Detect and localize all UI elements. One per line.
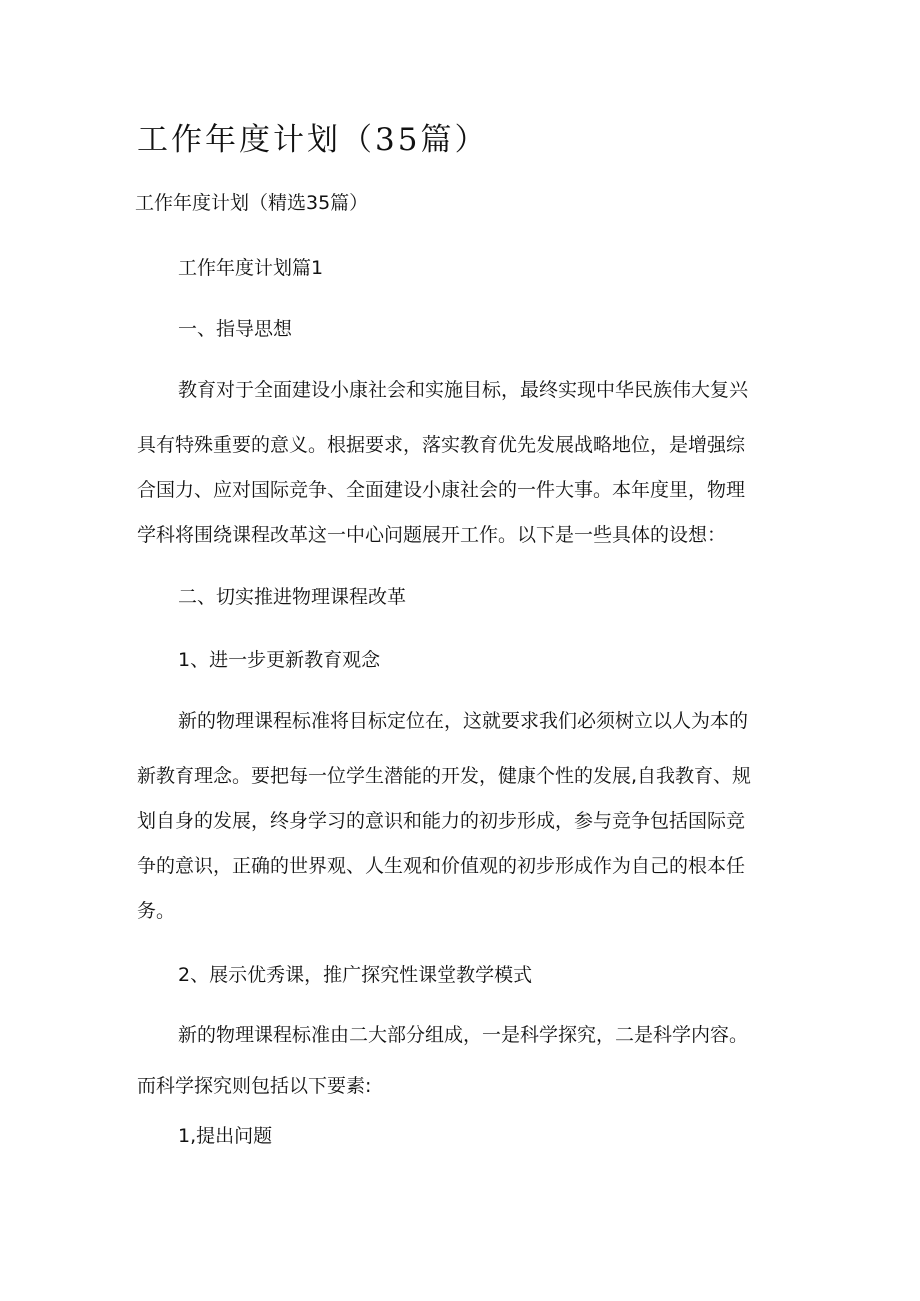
paragraph-line: 划自身的发展，终身学习的意识和能力的初步形成，参与竞争包括国际竞	[137, 810, 746, 832]
paragraph-line: 新的物理课程标准将目标定位在，这就要求我们必须树立以人为本的	[178, 710, 749, 732]
paragraph-line: 新教育理念。要把每一位学生潜能的开发，健康个性的发展,自我教育、规	[137, 765, 752, 787]
paragraph-line: 具有特殊重要的意义。根据要求，落实教育优先发展战略地位，是增强综	[137, 434, 746, 456]
paragraph-line: 争的意识，正确的世界观、人生观和价值观的初步形成作为自己的根本任	[137, 855, 746, 877]
document-title: 工作年度计划（35篇）	[137, 122, 489, 158]
chapter-heading: 工作年度计划篇1	[178, 257, 324, 279]
section-heading-2: 二、切实推进物理课程改革	[178, 586, 407, 608]
paragraph-line: 学科将围绕课程改革这一中心问题展开工作。以下是一些具体的设想：	[137, 524, 727, 546]
section-heading-1: 一、指导思想	[178, 318, 293, 340]
paragraph-line: 教育对于全面建设小康社会和实施目标，最终实现中华民族伟大复兴	[178, 379, 749, 401]
list-item: 1,提出问题	[178, 1125, 273, 1147]
paragraph-line: 新的物理课程标准由二大部分组成，一是科学探究，二是科学内容。	[178, 1024, 749, 1046]
subsection-heading-2: 2、展示优秀课，推广探究性课堂教学模式	[178, 964, 533, 986]
subsection-heading-1: 1、进一步更新教育观念	[178, 649, 381, 671]
paragraph-line: 合国力、应对国际竞争、全面建设小康社会的一件大事。本年度里，物理	[137, 479, 746, 501]
paragraph-line: 务。	[137, 900, 176, 922]
paragraph-line: 而科学探究则包括以下要素:	[137, 1075, 372, 1097]
document-subtitle: 工作年度计划（精选35篇）	[135, 192, 369, 214]
